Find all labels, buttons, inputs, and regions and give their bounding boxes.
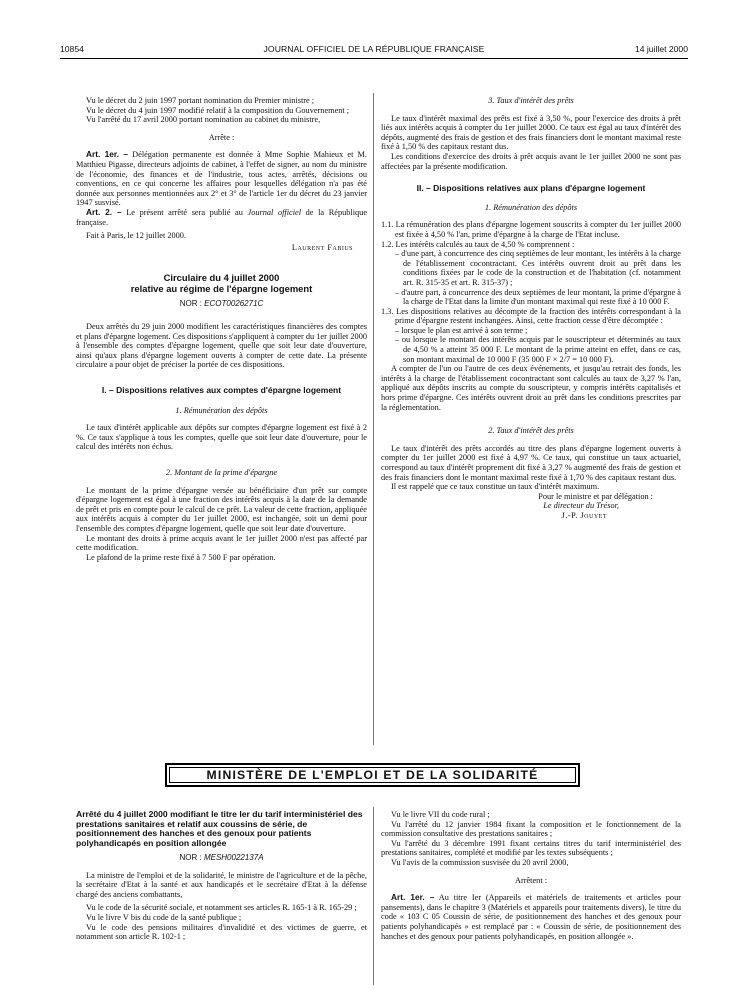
section-heading: I. – Dispositions relatives aux comptes d'épargne logement: [101, 385, 342, 396]
visa-paragraph: Vu le livre V bis du code de la santé publique ;: [86, 912, 242, 922]
section-heading: II. – Dispositions relatives aux plans d'épargne logement: [416, 183, 646, 194]
body-paragraph: A compter de l'un ou l'autre de ces deux événements, et jusqu'au retrait des fonds, les intérêts à la charge de l'établissement cocontractant sont calculés au taux de 3,27 % l'an, appliqué aux dépôts inscrits au compte du souscripteur, y compris intérêts capitalisés et hors prime d'épargne. Ces intérêts ouvrent droit au prêt dans les conditions prescrites par la réglementation.: [381, 364, 681, 412]
fait-line: Fait à Paris, le 12 juillet 2000.: [86, 231, 187, 241]
signature-name: J.-P. Jouyet: [561, 510, 607, 520]
body-paragraph: Le montant de la prime d'épargne versée au bénéficiaire d'un prêt sur compte d'épargne logement est égal à une fraction des intérêts acquis à la date de la demande de prêt et pris en compte pour le calcul de ce prêt. La valeur de cette fraction, appliquée aux intérêts acquis à compter du 1er juillet 2000, est inchangée, soit un demi pour l'ensemble des comptes d'épargne logement, quelle que soit leur date d'ouverture.: [76, 485, 367, 533]
article-label: Art. 2. –: [86, 206, 122, 217]
subsection-heading: 1. Rémunération des dépôts: [175, 405, 268, 415]
visa-paragraph: Vu l'arrêté du 3 décembre 1991 fixant certains titres du tarif interministériel des prestations sanitaires, complété et modifié par les textes subséquents ;: [381, 838, 681, 858]
nor-label: NOR :: [179, 298, 202, 308]
article-label: Art. 1er. –: [391, 892, 435, 903]
nor-code: MESH0022137A: [203, 853, 264, 862]
visa-paragraph: Vu l'avis de la commission susvisée du 20 avril 2000,: [391, 857, 569, 867]
dash-item: – d'une part, à concurrence des cinq septièmes de leur montant, les intérêts à la charge de l'établissement cocontractant. Ces intérêts ouvrent droit au prêt dans les conditions fixées par le code de la construction et de l'habitation (cf. notamment art. R. 315-35 et art. R. 315-37) ;: [395, 249, 681, 287]
arretent-heading: Arrêtent :: [514, 875, 548, 885]
signature-line: Le directeur du Trésor,: [543, 501, 619, 511]
visa-paragraph: Vu l'arrêté du 12 janvier 1984 fixant la composition et le fonctionnement de la commission consultative des prestations sanitaires ;: [381, 819, 681, 839]
article-text: Le présent arrêté sera publié au: [126, 207, 243, 217]
nor-reference: [76, 299, 367, 309]
circulaire-title: [76, 273, 367, 294]
visa-paragraph: Vu l'arrêté du 17 avril 2000 portant nomination au cabinet du ministre,: [86, 115, 321, 125]
body-paragraph: Le montant des droits à prime acquis avant le 1er juillet 2000 n'est pas affecté par cette modification.: [76, 533, 367, 553]
left-column: [76, 96, 367, 562]
visa-paragraph: Vu le livre VII du code rural ;: [391, 810, 490, 819]
article-label: Art. 1er. –: [86, 149, 128, 160]
article-text-italic: Journal officiel: [247, 207, 302, 217]
ministry-banner: [165, 763, 580, 787]
subsection-heading: 2. Montant de la prime d'épargne: [165, 468, 278, 478]
visa-paragraph: Vu le code de la sécurité sociale, et notamment ses articles R. 165-1 à R. 165-29 ;: [86, 903, 357, 913]
signature-name: Laurent Fabius: [291, 242, 353, 252]
column-divider: [373, 93, 374, 745]
bottom-left-column: [76, 810, 367, 942]
body-paragraph: Les conditions d'exercice des droits à prêt acquis avant le 1er juillet 2000 ne sont pas affectées par la présente modification.: [381, 151, 681, 171]
article-1: [381, 893, 681, 941]
article-2: [76, 208, 367, 227]
dash-item: – lorsque le plan est arrivé à son terme ;: [395, 325, 528, 335]
body-paragraph: Le taux d'intérêt des prêts accordés au titre des plans d'épargne logement ouverts à compter du 1er juillet 2000 est fixé à 4,97 %. Ce taux, qui constitue un taux actuariel, correspond au taux d'intérêt proprement dit fixé à 3,27 % augmenté des frais de gestion et des frais financiers dont le montant maximal reste fixé à 1,70 % des capitaux restant dus.: [381, 443, 681, 482]
circulaire-title-line: relative au régime de l'épargne logement: [130, 282, 313, 294]
visa-paragraph: Vu le décret du 2 juin 1997 portant nomination du Premier ministre ;: [86, 96, 315, 105]
nor-code: ECOT0026271C: [204, 298, 264, 308]
visa-paragraph: Vu le décret du 4 juin 1997 modifié relatif à la composition du Gouvernement ;: [86, 105, 350, 115]
body-paragraph: Il est rappelé que ce taux constitue un taux d'intérêt maximum.: [391, 482, 600, 492]
page-header: [60, 44, 688, 58]
body-paragraph: Le taux d'intérêt applicable aux dépôts sur comptes d'épargne logement est fixé à 2 %. Ce taux s'applique à tous les comptes, quelle que soit leur date d'ouverture, pour le calcul des intérêts non échus.: [76, 423, 367, 452]
body-paragraph: Le taux d'intérêt maximal des prêts est fixé à 3,50 %, pour l'exercice des droits à prêt liés aux intérêts acquis à compter du 1er juillet 2000. Ce taux est égal au taux d'intérêt des dépôts, augmenté des frais de gestion et des frais financiers dont le montant maximal reste fixé à 1,50 % des capitaux restant dus.: [381, 113, 681, 152]
article-text: Au titre Ier (Appareils et matériels de traitements et articles pour pansements), dans le chapitre 3 (Matériels et appareils pour traitements divers), le titre du code « 103 C 05 Coussin de série, de positionnement des hanches et des genoux pour patients polyhandicapés » est remplacé par : « Coussin de série, de positionnement des hanches et des genoux pour patients polyhandicapés, en position allongée ».: [381, 893, 681, 941]
article-1: [76, 150, 367, 208]
nor-reference: [76, 853, 367, 863]
page-number: 10854: [60, 44, 84, 54]
column-divider: [373, 807, 374, 985]
right-column: [381, 96, 681, 521]
numbered-item: 1.3. Les dispositions relatives au décompte de la fraction des intérêts correspondant à la prime d'épargne restent inchangées. Ainsi, cette fraction cesse d'être décomptée :: [381, 306, 681, 326]
preamble-paragraph: La ministre de l'emploi et de la solidarité, le ministre de l'agriculture et de la pêche, la secrétaire d'Etat à la santé et aux handicapés et le secrétaire d'Etat à la défense chargé des anciens combattants,: [76, 870, 367, 899]
article-text: de la République française.: [76, 207, 367, 227]
subsection-heading: 1. Rémunération des dépôts: [484, 202, 578, 212]
numbered-item: 1.1. La rémunération des plans d'épargne logement souscrits à compter du 1er juillet 2000 est fixée à 4,50 % l'an, prime d'épargne à la charge de l'Etat incluse.: [381, 220, 681, 239]
dash-item: – d'autre part, à concurrence des deux septièmes de leur montant, la prime d'épargne à la charge de l'Etat dans la limite d'un montant maximal qui reste fixé à 10 000 F.: [395, 287, 681, 307]
issue-date: 14 juillet 2000: [634, 44, 688, 54]
arrete-title: Arrêté du 4 juillet 2000 modifiant le titre Ier du tarif interministériel des prestations sanitaires et relatif aux coussins de série, de positionnement des hanches et des genoux pour patients polyhandicapés en position allongée: [76, 809, 363, 848]
nor-label: NOR :: [179, 853, 202, 862]
numbered-item: 1.2. Les intérêts calculés au taux de 4,50 % comprennent :: [381, 239, 575, 249]
header-rule: [60, 58, 688, 59]
arrete-heading: Arrête :: [208, 132, 235, 142]
ministry-banner-text: MINISTÈRE DE L'EMPLOI ET DE LA SOLIDARITÉ: [169, 767, 576, 783]
bottom-right-column: [381, 810, 681, 941]
subsection-heading: 3. Taux d'intérêt des prêts: [488, 96, 574, 105]
subsection-heading: 2. Taux d'intérêt des prêts: [488, 426, 574, 436]
article-text: Délégation permanente est donnée à Mme Sophie Mahieux et M. Matthieu Pigasse, directeurs adjoints de cabinet, à l'effet de signer, au nom du ministre de l'économie, des finances et de l'industrie, tous actes, arrêtés, décisions ou conventions, en ce qui concerne les affaires pour lesquelles délégation n'a pas été donnée aux personnes mentionnées aux 2° et 3° de l'article 1er du décret du 23 janvier 1947 susvisé.: [76, 150, 367, 208]
dash-item: – ou lorsque le montant des intérêts acquis par le souscripteur et déterminés au taux de 4,50 % a atteint 35 000 F. Le montant de la prime atteint en effet, dans ce cas, son montant maximal de 10 000 F (35 000 F × 2/7 = 10 000 F).: [395, 335, 681, 364]
intro-paragraph: Deux arrêtés du 29 juin 2000 modifient les caractéristiques financières des comptes et plans d'épargne logement. Ces dispositions s'appliquent à compter du 1er juillet 2000 à l'ensemble des comptes d'épargne logement, quelle que soit leur date d'ouverture, ainsi qu'aux plans d'épargne logement ouverts à compter de cette date. La présente circulaire a pour objet de préciser la portée de ces dispositions.: [76, 322, 367, 370]
signature-line: Pour le ministre et par délégation :: [538, 491, 653, 501]
circulaire-title-line: Circulaire du 4 juillet 2000: [163, 272, 280, 284]
visa-paragraph: Vu le code des pensions militaires d'invalidité et des victimes de guerre, et notamment son article R. 102-1 ;: [76, 922, 367, 942]
body-paragraph: Le plafond de la prime reste fixé à 7 500 F par opération.: [86, 552, 276, 562]
journal-title: JOURNAL OFFICIEL DE LA RÉPUBLIQUE FRANÇAISE: [263, 44, 485, 54]
